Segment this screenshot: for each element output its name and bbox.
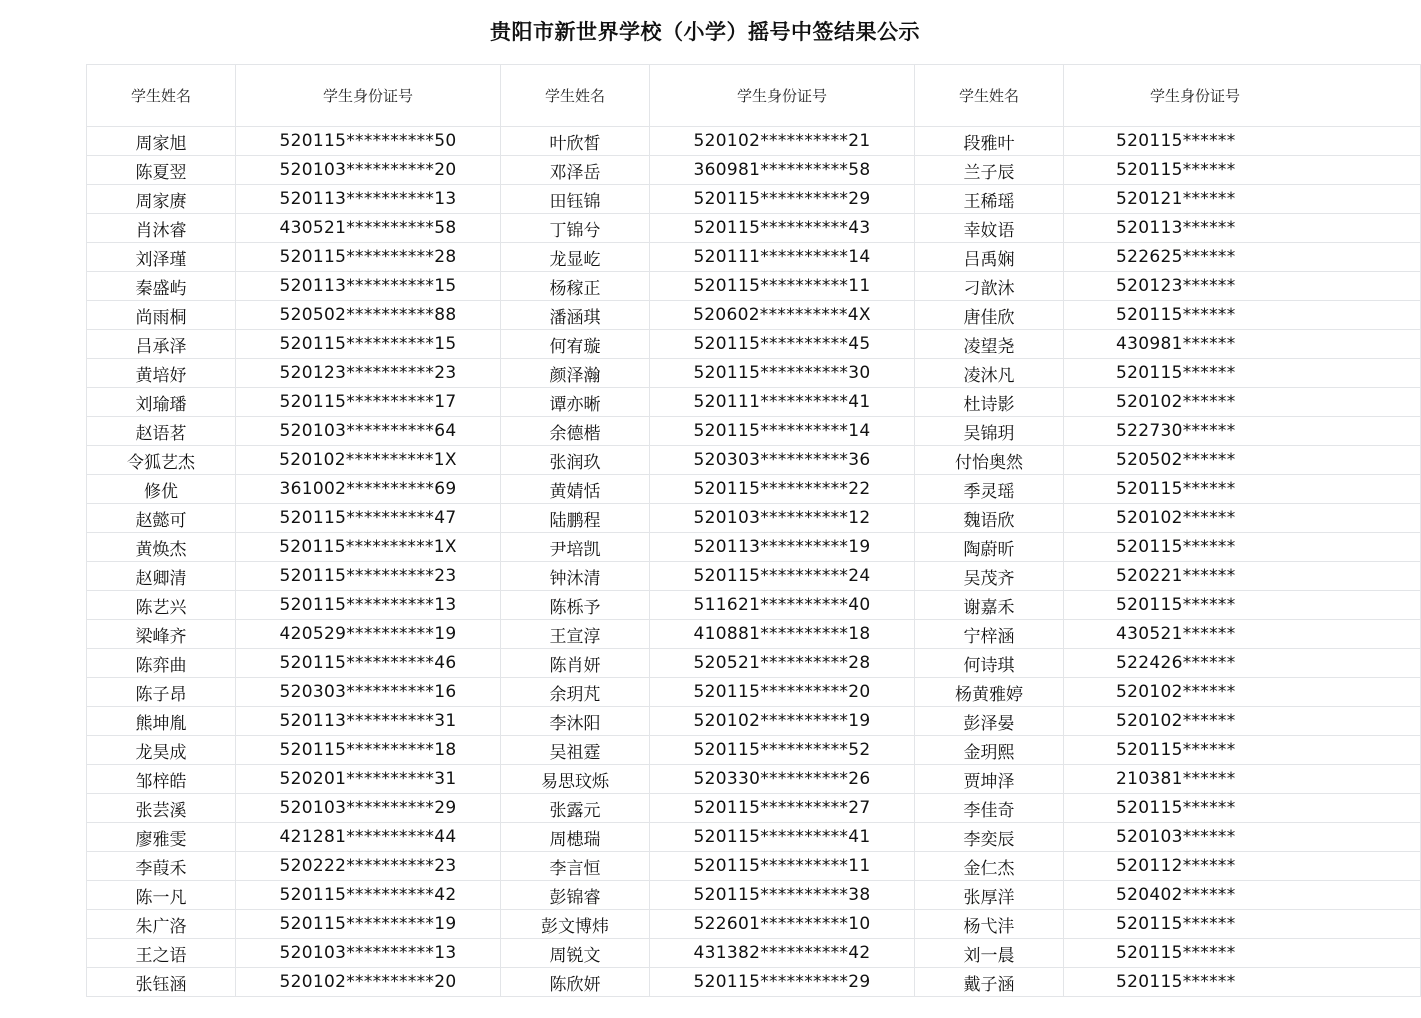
- student-id-cell: 520115******: [1064, 968, 1421, 997]
- student-name-cell: 令狐艺杰: [87, 446, 236, 475]
- student-name-cell: 熊坤胤: [87, 707, 236, 736]
- student-id-cell: 520115**********47: [236, 504, 501, 533]
- table-row: [87, 504, 1421, 533]
- student-id-cell: 520303**********16: [236, 678, 501, 707]
- student-name-cell: 何诗琪: [915, 649, 1064, 678]
- table-row: [87, 330, 1421, 359]
- student-id-cell: 520521**********28: [650, 649, 915, 678]
- table-row: [87, 562, 1421, 591]
- student-id-cell: 360981**********58: [650, 156, 915, 185]
- table-row: [87, 881, 1421, 910]
- student-id-cell: 520502******: [1064, 446, 1421, 475]
- student-id-cell: 520115**********24: [650, 562, 915, 591]
- student-id-cell: 520115******: [1064, 939, 1421, 968]
- table-row: [87, 388, 1421, 417]
- student-name-cell: 李葭禾: [87, 852, 236, 881]
- student-id-cell: 520115******: [1064, 736, 1421, 765]
- table-row: [87, 678, 1421, 707]
- student-name-cell: 黄培妤: [87, 359, 236, 388]
- student-name-cell: 魏语欣: [915, 504, 1064, 533]
- student-id-cell: 520115**********27: [650, 794, 915, 823]
- table-row: [87, 446, 1421, 475]
- student-name-cell: 赵语茗: [87, 417, 236, 446]
- student-id-cell: 430521******: [1064, 620, 1421, 649]
- student-name-cell: 丁锦兮: [501, 214, 650, 243]
- student-name-cell: 肖沐睿: [87, 214, 236, 243]
- student-id-cell: 522730******: [1064, 417, 1421, 446]
- table-row: [87, 127, 1421, 156]
- student-name-cell: 刘一晨: [915, 939, 1064, 968]
- student-name-cell: 吴祖霆: [501, 736, 650, 765]
- student-id-cell: 520222**********23: [236, 852, 501, 881]
- student-id-cell: 520115**********22: [650, 475, 915, 504]
- student-name-cell: 周槵瑞: [501, 823, 650, 852]
- student-name-cell: 陈弈曲: [87, 649, 236, 678]
- student-id-cell: 520602**********4X: [650, 301, 915, 330]
- student-name-cell: 吴锦玥: [915, 417, 1064, 446]
- student-name-cell: 宁梓涵: [915, 620, 1064, 649]
- student-id-cell: 520115**********11: [650, 272, 915, 301]
- student-name-cell: 吕禹娴: [915, 243, 1064, 272]
- student-id-cell: 520123******: [1064, 272, 1421, 301]
- header-student-id: 学生身份证号: [236, 65, 501, 127]
- student-id-cell: 520115**********17: [236, 388, 501, 417]
- header-student-id: 学生身份证号: [1064, 65, 1421, 127]
- student-id-cell: 520221******: [1064, 562, 1421, 591]
- student-name-cell: 凌望尧: [915, 330, 1064, 359]
- student-name-cell: 杨稼正: [501, 272, 650, 301]
- student-name-cell: 朱广洛: [87, 910, 236, 939]
- table-row: [87, 156, 1421, 185]
- student-name-cell: 季灵瑶: [915, 475, 1064, 504]
- student-name-cell: 吴茂齐: [915, 562, 1064, 591]
- table-header-row: [87, 65, 1421, 127]
- student-id-cell: 520115**********46: [236, 649, 501, 678]
- student-id-cell: 520103**********20: [236, 156, 501, 185]
- student-id-cell: 520115**********19: [236, 910, 501, 939]
- student-id-cell: 520102******: [1064, 678, 1421, 707]
- student-id-cell: 520502**********88: [236, 301, 501, 330]
- student-name-cell: 幸妏语: [915, 214, 1064, 243]
- student-name-cell: 赵卿清: [87, 562, 236, 591]
- student-id-cell: 361002**********69: [236, 475, 501, 504]
- table-row: [87, 620, 1421, 649]
- table-row: [87, 707, 1421, 736]
- student-name-cell: 李言恒: [501, 852, 650, 881]
- student-id-cell: 520102**********20: [236, 968, 501, 997]
- student-name-cell: 段雅叶: [915, 127, 1064, 156]
- student-id-cell: 520103**********64: [236, 417, 501, 446]
- student-id-cell: 520102**********19: [650, 707, 915, 736]
- student-name-cell: 邓泽岳: [501, 156, 650, 185]
- student-id-cell: 520201**********31: [236, 765, 501, 794]
- student-name-cell: 张厚洋: [915, 881, 1064, 910]
- student-id-cell: 520115**********38: [650, 881, 915, 910]
- student-name-cell: 陈栎予: [501, 591, 650, 620]
- student-id-cell: 520113**********15: [236, 272, 501, 301]
- table-row: [87, 765, 1421, 794]
- student-name-cell: 廖雅雯: [87, 823, 236, 852]
- student-id-cell: 520115**********28: [236, 243, 501, 272]
- student-name-cell: 刁歆沐: [915, 272, 1064, 301]
- table-row: [87, 359, 1421, 388]
- student-name-cell: 秦盛屿: [87, 272, 236, 301]
- table-row: [87, 794, 1421, 823]
- student-name-cell: 易思玟烁: [501, 765, 650, 794]
- student-name-cell: 尹培凯: [501, 533, 650, 562]
- student-name-cell: 梁峰齐: [87, 620, 236, 649]
- student-name-cell: 杨弋沣: [915, 910, 1064, 939]
- table-row: [87, 968, 1421, 997]
- student-name-cell: 金玥熙: [915, 736, 1064, 765]
- student-name-cell: 周家旭: [87, 127, 236, 156]
- student-id-cell: 520102**********21: [650, 127, 915, 156]
- student-name-cell: 尚雨桐: [87, 301, 236, 330]
- table-row: [87, 301, 1421, 330]
- student-id-cell: 520115******: [1064, 591, 1421, 620]
- student-name-cell: 陆鹏程: [501, 504, 650, 533]
- student-id-cell: 520102******: [1064, 388, 1421, 417]
- student-id-cell: 520121******: [1064, 185, 1421, 214]
- student-name-cell: 张钰涵: [87, 968, 236, 997]
- student-id-cell: 520115**********29: [650, 968, 915, 997]
- header-student-name: 学生姓名: [501, 65, 650, 127]
- table-row: [87, 214, 1421, 243]
- student-id-cell: 520115**********15: [236, 330, 501, 359]
- student-id-cell: 522601**********10: [650, 910, 915, 939]
- student-id-cell: 520113**********13: [236, 185, 501, 214]
- student-id-cell: 520115******: [1064, 359, 1421, 388]
- student-id-cell: 520113******: [1064, 214, 1421, 243]
- student-name-cell: 李佳奇: [915, 794, 1064, 823]
- student-name-cell: 吕承泽: [87, 330, 236, 359]
- student-id-cell: 520103**********12: [650, 504, 915, 533]
- student-id-cell: 520115**********43: [650, 214, 915, 243]
- student-name-cell: 王宣淳: [501, 620, 650, 649]
- student-name-cell: 贾坤泽: [915, 765, 1064, 794]
- student-name-cell: 戴子涵: [915, 968, 1064, 997]
- student-name-cell: 邹梓皓: [87, 765, 236, 794]
- student-name-cell: 田钰锦: [501, 185, 650, 214]
- lottery-results-table: [86, 64, 1421, 997]
- student-id-cell: 520115******: [1064, 475, 1421, 504]
- student-id-cell: 520115**********52: [650, 736, 915, 765]
- student-name-cell: 龙显屹: [501, 243, 650, 272]
- student-id-cell: 522625******: [1064, 243, 1421, 272]
- table-row: [87, 417, 1421, 446]
- table-row: [87, 475, 1421, 504]
- student-name-cell: 陈艺兴: [87, 591, 236, 620]
- student-name-cell: 周锐文: [501, 939, 650, 968]
- student-name-cell: 陈欣妍: [501, 968, 650, 997]
- student-id-cell: 520115******: [1064, 910, 1421, 939]
- student-name-cell: 张润玖: [501, 446, 650, 475]
- student-id-cell: 511621**********40: [650, 591, 915, 620]
- student-id-cell: 520303**********36: [650, 446, 915, 475]
- student-id-cell: 520115******: [1064, 156, 1421, 185]
- header-student-id: 学生身份证号: [650, 65, 915, 127]
- student-id-cell: 520115******: [1064, 794, 1421, 823]
- table-row: [87, 272, 1421, 301]
- student-id-cell: 430981******: [1064, 330, 1421, 359]
- student-name-cell: 余德楷: [501, 417, 650, 446]
- table-body: [87, 127, 1421, 997]
- student-id-cell: 420529**********19: [236, 620, 501, 649]
- student-name-cell: 王之语: [87, 939, 236, 968]
- student-name-cell: 颜泽瀚: [501, 359, 650, 388]
- student-id-cell: 520115**********23: [236, 562, 501, 591]
- student-id-cell: 520115**********11: [650, 852, 915, 881]
- table-row: [87, 852, 1421, 881]
- student-id-cell: 520102**********1X: [236, 446, 501, 475]
- student-id-cell: 520102******: [1064, 707, 1421, 736]
- student-id-cell: 210381******: [1064, 765, 1421, 794]
- student-name-cell: 张芸溪: [87, 794, 236, 823]
- table-row: [87, 910, 1421, 939]
- student-name-cell: 陈肖妍: [501, 649, 650, 678]
- student-id-cell: 520115**********29: [650, 185, 915, 214]
- student-id-cell: 520115******: [1064, 533, 1421, 562]
- student-name-cell: 陈夏翌: [87, 156, 236, 185]
- student-id-cell: 520115**********14: [650, 417, 915, 446]
- student-name-cell: 王稀瑶: [915, 185, 1064, 214]
- student-id-cell: 520115**********20: [650, 678, 915, 707]
- student-id-cell: 520113**********19: [650, 533, 915, 562]
- student-name-cell: 李奕辰: [915, 823, 1064, 852]
- lottery-results-table-container[interactable]: [86, 64, 1241, 998]
- student-name-cell: 刘瑜璠: [87, 388, 236, 417]
- student-name-cell: 陈一凡: [87, 881, 236, 910]
- student-name-cell: 唐佳欣: [915, 301, 1064, 330]
- student-id-cell: 520115******: [1064, 301, 1421, 330]
- student-name-cell: 潘涵琪: [501, 301, 650, 330]
- student-id-cell: 421281**********44: [236, 823, 501, 852]
- student-name-cell: 钟沐清: [501, 562, 650, 591]
- student-name-cell: 黄婧恬: [501, 475, 650, 504]
- student-id-cell: 520115**********1X: [236, 533, 501, 562]
- table-row: [87, 243, 1421, 272]
- student-id-cell: 520115**********42: [236, 881, 501, 910]
- student-id-cell: 520103******: [1064, 823, 1421, 852]
- student-id-cell: 520102******: [1064, 504, 1421, 533]
- student-name-cell: 黄焕杰: [87, 533, 236, 562]
- student-id-cell: 430521**********58: [236, 214, 501, 243]
- student-id-cell: 520115**********18: [236, 736, 501, 765]
- student-id-cell: 431382**********42: [650, 939, 915, 968]
- student-name-cell: 陶蔚昕: [915, 533, 1064, 562]
- student-id-cell: 520111**********41: [650, 388, 915, 417]
- student-name-cell: 何宥璇: [501, 330, 650, 359]
- student-name-cell: 周家赓: [87, 185, 236, 214]
- table-row: [87, 823, 1421, 852]
- student-id-cell: 520113**********31: [236, 707, 501, 736]
- student-name-cell: 谢嘉禾: [915, 591, 1064, 620]
- table-row: [87, 591, 1421, 620]
- student-id-cell: 520115**********45: [650, 330, 915, 359]
- student-name-cell: 杨黄雅婷: [915, 678, 1064, 707]
- table-row: [87, 939, 1421, 968]
- student-name-cell: 彭文博炜: [501, 910, 650, 939]
- table-row: [87, 533, 1421, 562]
- student-id-cell: 520103**********29: [236, 794, 501, 823]
- student-id-cell: 520115**********50: [236, 127, 501, 156]
- student-name-cell: 杜诗影: [915, 388, 1064, 417]
- student-id-cell: 410881**********18: [650, 620, 915, 649]
- student-id-cell: 520123**********23: [236, 359, 501, 388]
- student-id-cell: 520330**********26: [650, 765, 915, 794]
- student-id-cell: 520115**********41: [650, 823, 915, 852]
- student-id-cell: 520103**********13: [236, 939, 501, 968]
- student-name-cell: 金仁杰: [915, 852, 1064, 881]
- student-id-cell: 522426******: [1064, 649, 1421, 678]
- student-name-cell: 陈子昂: [87, 678, 236, 707]
- student-name-cell: 叶欣皙: [501, 127, 650, 156]
- header-student-name: 学生姓名: [915, 65, 1064, 127]
- student-name-cell: 谭亦晰: [501, 388, 650, 417]
- student-name-cell: 张露元: [501, 794, 650, 823]
- student-name-cell: 凌沐凡: [915, 359, 1064, 388]
- student-name-cell: 彭锦睿: [501, 881, 650, 910]
- student-name-cell: 李沐阳: [501, 707, 650, 736]
- student-name-cell: 修优: [87, 475, 236, 504]
- table-row: [87, 185, 1421, 214]
- student-id-cell: 520111**********14: [650, 243, 915, 272]
- student-name-cell: 龙昊成: [87, 736, 236, 765]
- student-name-cell: 刘泽瑾: [87, 243, 236, 272]
- student-id-cell: 520115**********13: [236, 591, 501, 620]
- student-name-cell: 赵懿可: [87, 504, 236, 533]
- table-row: [87, 649, 1421, 678]
- header-student-name: 学生姓名: [87, 65, 236, 127]
- student-id-cell: 520115**********30: [650, 359, 915, 388]
- student-name-cell: 兰子辰: [915, 156, 1064, 185]
- student-name-cell: 彭泽晏: [915, 707, 1064, 736]
- table-row: [87, 736, 1421, 765]
- student-id-cell: 520115******: [1064, 127, 1421, 156]
- student-name-cell: 付怡奥然: [915, 446, 1064, 475]
- student-name-cell: 余玥芃: [501, 678, 650, 707]
- student-id-cell: 520112******: [1064, 852, 1421, 881]
- page-title: 贵阳市新世界学校（小学）摇号中签结果公示: [490, 20, 920, 44]
- student-id-cell: 520402******: [1064, 881, 1421, 910]
